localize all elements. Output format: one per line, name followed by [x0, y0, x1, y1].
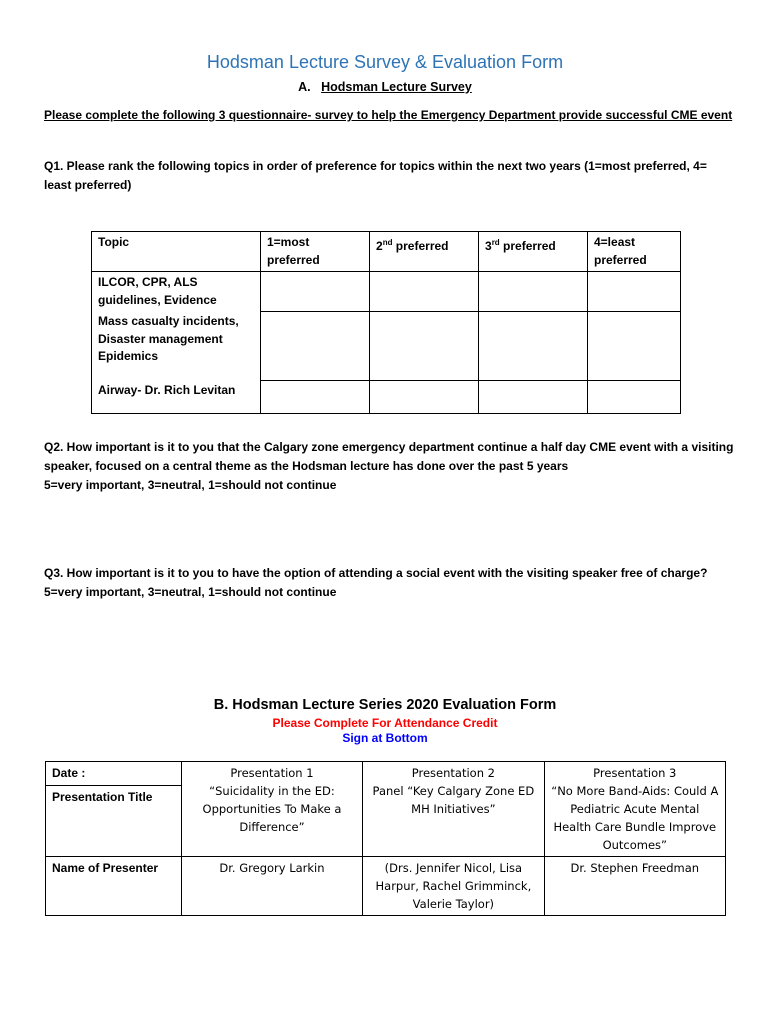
rank-cell[interactable] [261, 311, 370, 380]
rank-cell[interactable] [479, 272, 588, 312]
rank-cell[interactable] [370, 272, 479, 312]
header-second-preferred [370, 232, 479, 272]
evaluation-table [45, 761, 726, 916]
header-third-sup: rd [491, 238, 500, 247]
presentation-1-cell [181, 762, 362, 857]
table-row [46, 762, 726, 857]
table-row [92, 311, 681, 380]
question-2-scale: 5=very important, 3=neutral, 1=should not continue [44, 478, 337, 492]
date-label[interactable] [46, 762, 182, 857]
sign-note: Sign at Bottom [342, 731, 428, 745]
presenter-label: Name of Presenter [46, 857, 182, 916]
topic-cell: Airway- Dr. Rich Levitan [92, 380, 261, 413]
rank-cell[interactable] [479, 311, 588, 380]
presenter-3: Dr. Stephen Freedman [544, 857, 725, 916]
rank-cell[interactable] [261, 272, 370, 312]
presentation-3-cell [544, 762, 725, 857]
header-second-num: 2 [376, 239, 383, 253]
presenter-1: Dr. Gregory Larkin [181, 857, 362, 916]
presentation-2-heading: Presentation 2 [411, 766, 495, 780]
rank-cell[interactable] [588, 380, 681, 413]
question-1: Q1. Please rank the following topics in order of preference for topics within the next two years (1=most preferred, 4= least preferred) [44, 159, 707, 192]
presentation-3-heading: Presentation 3 [593, 766, 677, 780]
table-row [46, 857, 726, 916]
topic-ranking-table [91, 231, 681, 414]
header-third-rest: preferred [499, 239, 556, 253]
header-most-preferred: 1=most preferred [261, 232, 370, 272]
date-label-text: Date : [52, 766, 86, 780]
header-second-sup: nd [382, 238, 393, 247]
rank-cell[interactable] [261, 380, 370, 413]
question-2 [44, 438, 734, 495]
rank-cell[interactable] [479, 380, 588, 413]
presenter-2: (Drs. Jennifer Nicol, Lisa Harpur, Rachel Grimminck, Valerie Taylor) [363, 857, 544, 916]
attendance-credit-note: Please Complete For Attendance Credit [272, 716, 498, 730]
header-second-rest: preferred [392, 239, 449, 253]
header-third-num: 3 [485, 239, 492, 253]
header-topic: Topic [92, 232, 261, 272]
topic-cell: ILCOR, CPR, ALS guidelines, Evidence [92, 272, 261, 312]
table-row [92, 380, 681, 413]
table-header-row [92, 232, 681, 272]
topic-epidemics: Epidemics [98, 349, 159, 363]
rank-cell[interactable] [370, 380, 479, 413]
rank-cell[interactable] [370, 311, 479, 380]
rank-cell[interactable] [588, 311, 681, 380]
section-a-title: Hodsman Lecture Survey [321, 80, 472, 94]
header-third-preferred [479, 232, 588, 272]
title-label: Presentation Title [46, 785, 181, 808]
question-3-scale: 5=very important, 3=neutral, 1=should not continue [44, 585, 337, 599]
presentation-2-title: Panel “Key Calgary Zone ED MH Initiatives” [372, 784, 535, 816]
presentation-3-title: “No More Band-Aids: Could A Pediatric Acute Mental Health Care Bundle Improve Outcomes” [551, 784, 719, 852]
topic-cell [92, 311, 261, 380]
question-3-text: Q3. How important is it to you to have the option of attending a social event with the visiting speaker free of charge? [44, 566, 708, 580]
table-row [92, 272, 681, 312]
question-2-text: Q2. How important is it to you that the Calgary zone emergency department continue a half day CME event with a visiting speaker, focused on a central theme as the Hodsman lecture has done over the past 5 years [44, 440, 734, 473]
form-title: Hodsman Lecture Survey & Evaluation Form [206, 52, 564, 72]
rank-cell[interactable] [588, 272, 681, 312]
header-least-preferred: 4=least preferred [588, 232, 681, 272]
section-a-prefix: A. [298, 80, 311, 94]
presentation-1-heading: Presentation 1 [230, 766, 314, 780]
section-b-title: B. Hodsman Lecture Series 2020 Evaluation Form [213, 697, 557, 713]
presentation-1-title: “Suicidality in the ED: Opportunities To Make a Difference” [202, 784, 342, 834]
question-3 [44, 564, 734, 602]
survey-intro: Please complete the following 3 questionnaire- survey to help the Emergency Department provide successful CME event [44, 108, 733, 122]
presentation-2-cell [363, 762, 544, 857]
topic-mass-casualty: Mass casualty incidents, Disaster management [98, 314, 239, 346]
section-a-heading [0, 80, 770, 94]
